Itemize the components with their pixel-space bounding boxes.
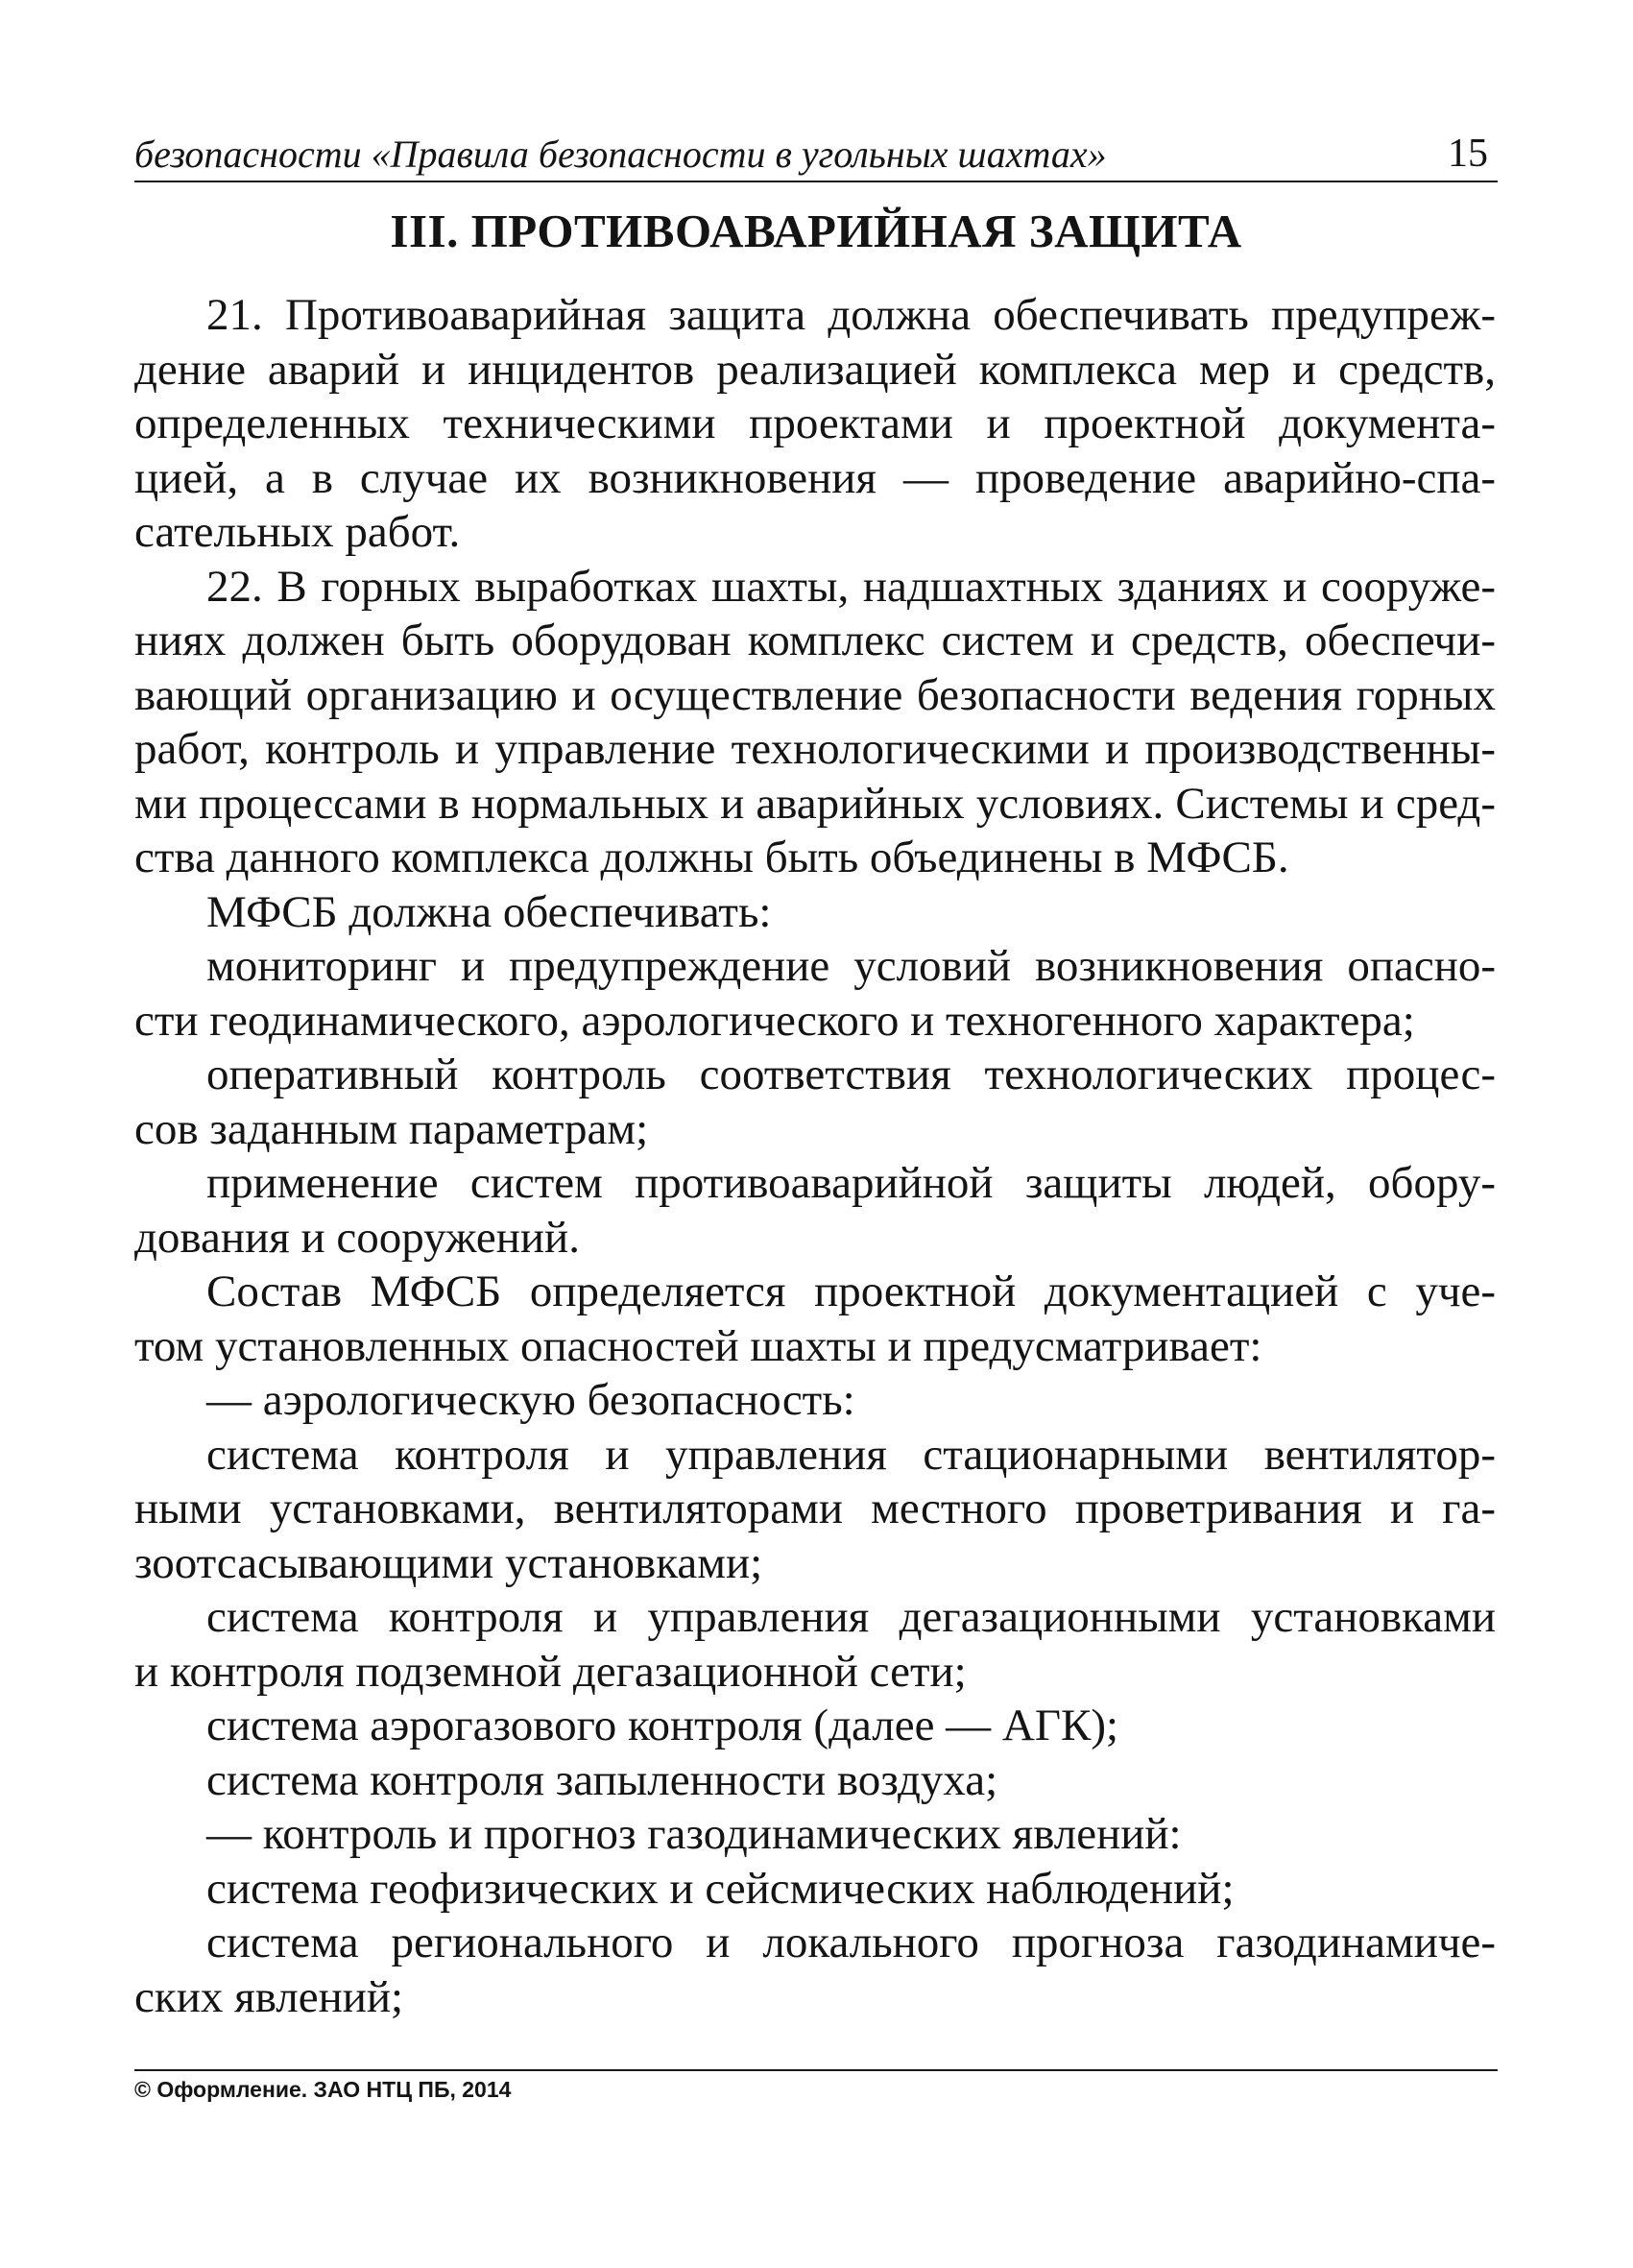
text-line: дования и сооружений.	[134, 1212, 580, 1263]
text-line: оперативный контроль соответствия технологических процес-	[206, 1050, 1496, 1099]
text-line: Состав МФСБ определяется проектной документацией с уче-	[206, 1267, 1496, 1316]
running-header	[134, 123, 1498, 182]
text-line: — контроль и прогноз газодинамических явлений:	[206, 1809, 1182, 1859]
text-line: — аэрологическую безопасность:	[206, 1375, 855, 1425]
text-line: 22. В горных выработках шахты, надшахтных зданиях и сооруже-	[206, 561, 1496, 612]
text-line: сти геодинамического, аэрологического и техногенного характера;	[134, 995, 1415, 1046]
text-line: система регионального и локального прогноза газодинамиче-	[206, 1918, 1496, 1967]
text-line: зоотсасывающими установками;	[134, 1537, 763, 1588]
text-line: ниях должен быть оборудован комплекс систем и средств, обеспечи-	[134, 615, 1496, 665]
text-line: система контроля и управления стационарными вентилятор-	[206, 1429, 1496, 1480]
section-heading: III. ПРОТИВОАВАРИЙНАЯ ЗАЩИТА	[390, 205, 1242, 257]
text-line: система геофизических и сейсмических наблюдений;	[206, 1863, 1235, 1914]
header-title: безопасности «Правила безопасности в угольных шахтах»	[134, 133, 1107, 176]
footer-copyright: © Оформление. ЗАО НТЦ ПБ, 2014	[134, 2077, 512, 2102]
text-line: ными установками, вентиляторами местного проветривания и га-	[134, 1484, 1496, 1533]
text-line: 21. Противоаварийная защита должна обеспечивать предупреж-	[206, 290, 1496, 340]
text-line: МФСБ должна обеспечивать:	[206, 886, 772, 937]
text-line: ских явлений;	[134, 1971, 404, 2022]
text-line: вающий организацию и осуществление безопасности ведения горных	[134, 669, 1496, 720]
text-line: работ, контроль и управление технологическими и производственны-	[134, 724, 1496, 774]
text-line: мониторинг и предупреждение условий возникновения опасно-	[206, 941, 1496, 991]
text-line: ми процессами в нормальных и аварийных условиях. Системы и сред-	[134, 778, 1496, 829]
text-line: и контроля подземной дегазационной сети;	[134, 1646, 967, 1697]
text-line: цией, а в случае их возникновения — проведение аварийно-спа-	[134, 452, 1496, 503]
page-number: 15	[1448, 132, 1488, 176]
text-line: ства данного комплекса должны быть объединены в МФСБ.	[134, 832, 1289, 882]
text-line: сов заданным параметрам;	[134, 1103, 649, 1154]
text-line: сательных работ.	[134, 507, 461, 557]
body-text	[134, 288, 1496, 2024]
text-line: система контроля и управления дегазационными установками	[206, 1592, 1496, 1642]
text-line: система аэрогазового контроля (далее — АГК);	[206, 1701, 1119, 1750]
footer	[134, 2069, 1498, 2103]
text-line: применение систем противоаварийной защиты людей, обору-	[206, 1158, 1496, 1208]
text-line: том установленных опасностей шахты и предусматривает:	[134, 1320, 1262, 1371]
text-line: система контроля запыленности воздуха;	[206, 1754, 998, 1805]
text-line: дение аварий и инцидентов реализацией комплекса мер и средств,	[134, 344, 1496, 395]
text-line: определенных техническими проектами и проектной документа-	[134, 398, 1496, 448]
